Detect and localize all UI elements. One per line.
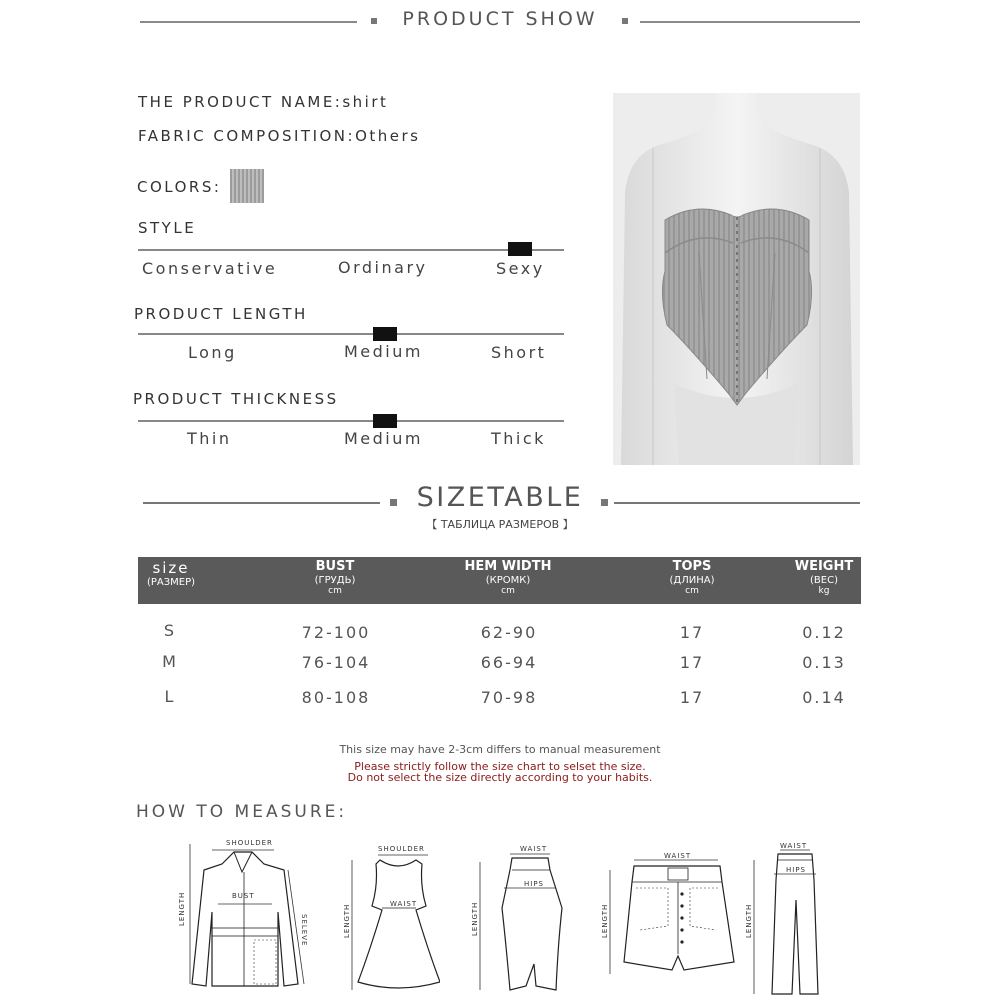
header-dot-right: [622, 18, 628, 24]
scale-option-thin: Thin: [187, 429, 232, 448]
column-hem-width: [448, 557, 568, 597]
cell-bust-l: 80-108: [301, 688, 371, 707]
scale-option-ordinary: Ordinary: [338, 258, 428, 277]
cell-size-m: M: [162, 652, 178, 671]
column-weight-name: WEIGHT: [794, 559, 854, 574]
label-waist-pants: WAIST: [780, 842, 808, 850]
scale-option-conservative: Conservative: [142, 259, 278, 278]
header-dot-left: [371, 18, 377, 24]
label-length-jacket: LENGTH: [178, 891, 186, 926]
label-length-shorts: LENGTH: [601, 903, 609, 938]
label-waist-dress: WAIST: [390, 900, 418, 908]
scale-marker-style: [508, 242, 532, 256]
pants-measure-diagram: [742, 840, 822, 998]
column-tops-unit: cm: [685, 586, 699, 597]
label-bust-jacket: BUST: [232, 892, 255, 900]
size-warning-1: Please strictly follow the size chart to selset the size.: [354, 760, 646, 773]
column-hem-width-ru: (КРОМК): [485, 574, 531, 586]
cell-hem-s: 62-90: [480, 623, 538, 642]
scale-option-thick: Thick: [491, 429, 546, 448]
scale-title-length: PRODUCT LENGTH: [134, 305, 308, 323]
column-bust-ru: (ГРУДЬ): [314, 574, 356, 586]
cell-bust-s: 72-100: [301, 623, 371, 642]
scale-title-thickness: PRODUCT THICKNESS: [133, 390, 339, 408]
table-header: [138, 557, 861, 604]
cell-weight-s: 0.12: [802, 623, 846, 642]
sizetable-subtitle: 【 ТАБЛИЦА РАЗМЕРОВ 】: [426, 518, 574, 531]
cell-hem-m: 66-94: [480, 653, 538, 672]
label-length-pants: LENGTH: [745, 903, 753, 938]
label-waist-shorts: WAIST: [664, 852, 692, 860]
label-shoulder-jacket: SHOULDER: [226, 839, 273, 847]
scale-title-style: STYLE: [138, 219, 197, 237]
sizetable-dot-right: [601, 499, 608, 506]
column-size-ru: (РАЗМЕР): [146, 577, 196, 589]
scale-option-short: Short: [491, 343, 547, 362]
column-bust-name: BUST: [315, 559, 355, 574]
cell-tops-l: 17: [679, 688, 705, 707]
header-rule-left: [140, 21, 357, 23]
label-shoulder-dress: SHOULDER: [378, 845, 425, 853]
column-bust-unit: cm: [328, 586, 342, 597]
scale-track-length: [138, 333, 564, 335]
column-size: [138, 557, 204, 589]
sizetable-dot-left: [390, 499, 397, 506]
scale-option-long: Long: [188, 343, 237, 362]
product-name: THE PRODUCT NAME:shirt: [138, 93, 389, 111]
column-size-name: size: [152, 559, 190, 577]
column-tops-name: TOPS: [672, 559, 712, 574]
mannequin-illustration: [613, 93, 860, 465]
product-photo: [613, 93, 860, 465]
cell-size-s: S: [163, 621, 177, 640]
fabric-composition: [138, 127, 420, 145]
label-length-skirt: LENGTH: [471, 901, 479, 936]
size-warning-2: Do not select the size directly according to your habits.: [347, 771, 653, 784]
label-waist-skirt: WAIST: [520, 845, 548, 853]
cell-tops-m: 17: [679, 653, 705, 672]
column-hem-width-unit: cm: [501, 586, 515, 597]
column-tops: [632, 557, 752, 597]
column-weight-unit: kg: [818, 586, 830, 597]
cell-bust-m: 76-104: [301, 653, 371, 672]
column-hem-width-name: HEM WIDTH: [464, 559, 552, 574]
cell-weight-l: 0.14: [802, 688, 846, 707]
cell-tops-s: 17: [679, 623, 705, 642]
sizetable-rule-left: [143, 502, 380, 504]
scale-track-thickness: [138, 420, 564, 422]
column-weight-ru: (ВЕС): [810, 574, 838, 586]
scale-option-sexy: Sexy: [496, 259, 545, 278]
cell-weight-m: 0.13: [802, 653, 846, 672]
column-tops-ru: (ДЛИНА): [669, 574, 715, 586]
measurement-note: This size may have 2-3cm differs to manual measurement: [339, 743, 661, 756]
cell-size-l: L: [164, 687, 176, 706]
color-swatch-grey[interactable]: [230, 169, 264, 203]
cell-hem-l: 70-98: [480, 688, 538, 707]
skirt-measure-diagram: [466, 844, 566, 996]
label-hips-pants: HIPS: [786, 866, 806, 874]
sizetable-title: SIZETABLE: [416, 482, 584, 513]
header-title: PRODUCT SHOW: [402, 8, 598, 30]
dress-measure-diagram: [340, 840, 440, 996]
scale-option-medium-length: Medium: [344, 342, 423, 361]
column-weight: [774, 557, 874, 597]
colors-label: COLORS:: [137, 178, 222, 196]
how-to-measure-title: HOW TO MEASURE:: [136, 802, 348, 822]
column-bust: [275, 557, 395, 597]
scale-option-medium-thickness: Medium: [344, 429, 423, 448]
label-length-dress: LENGTH: [343, 903, 351, 938]
header-rule-right: [640, 21, 860, 23]
fabric-label: FABRIC COMPOSITION:: [138, 127, 356, 145]
scale-track-style: [138, 249, 564, 251]
jacket-measure-diagram: [172, 834, 322, 996]
shorts-measure-diagram: [598, 850, 738, 978]
label-sleeve-jacket: SELEVE: [300, 914, 308, 947]
label-hips-skirt: HIPS: [524, 880, 544, 888]
fabric-value: Others: [355, 127, 421, 145]
sizetable-rule-right: [614, 502, 860, 504]
scale-marker-length: [373, 327, 397, 341]
scale-marker-thickness: [373, 414, 397, 428]
